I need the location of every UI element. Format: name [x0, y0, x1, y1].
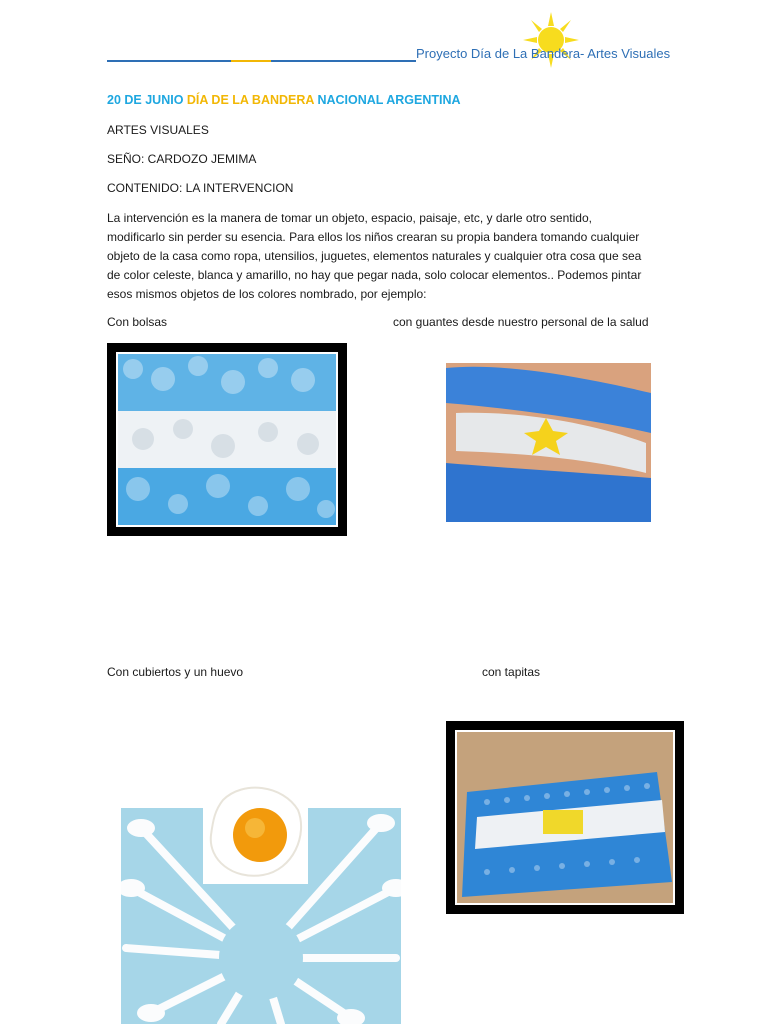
teacher-label: SEÑO: CARDOZO JEMIMA [107, 152, 257, 166]
header-project-title: Proyecto Día de La Bandera- Artes Visuales [416, 46, 671, 61]
caps-flag-image [446, 721, 684, 914]
title-national: NACIONAL ARGENTINA [317, 93, 461, 107]
header-line-blue-left [107, 60, 231, 62]
caption-bags: Con bolsas [107, 315, 168, 329]
header-line-yellow [231, 60, 271, 62]
caption-caps: con tapitas [482, 665, 541, 679]
header-line-blue-right [271, 60, 416, 62]
title-date: 20 DE JUNIO [107, 93, 187, 107]
intro-paragraph: La intervención es la manera de tomar un objeto, espacio, paisaje, etc, y darle otro sentido, modificarlo sin perder su esencia. Para ellos los niños crearan su propia bandera tomando cualquier objeto de la casa como ropa, utensilios, juguetes, elementos naturales y cualquier otra cosa que sea de color celeste, blanca y amarillo, no hay que pegar nada, solo colocar elementos.. Podemos pintar esos mismos objetos de los colores nombrado, por ejemplo: [107, 211, 642, 301]
subject-label: ARTES VISUALES [107, 123, 209, 137]
title-flag-day: DÍA DE LA BANDERA [186, 93, 318, 107]
page-title [107, 93, 461, 107]
egg-image [203, 780, 308, 884]
content-label: CONTENIDO: LA INTERVENCION [107, 181, 294, 195]
caption-gloves: con guantes desde nuestro personal de la salud [393, 315, 649, 329]
gloves-flag-image [446, 363, 651, 522]
caption-cutlery: Con cubiertos y un huevo [107, 665, 244, 679]
bags-flag-image [107, 343, 347, 536]
